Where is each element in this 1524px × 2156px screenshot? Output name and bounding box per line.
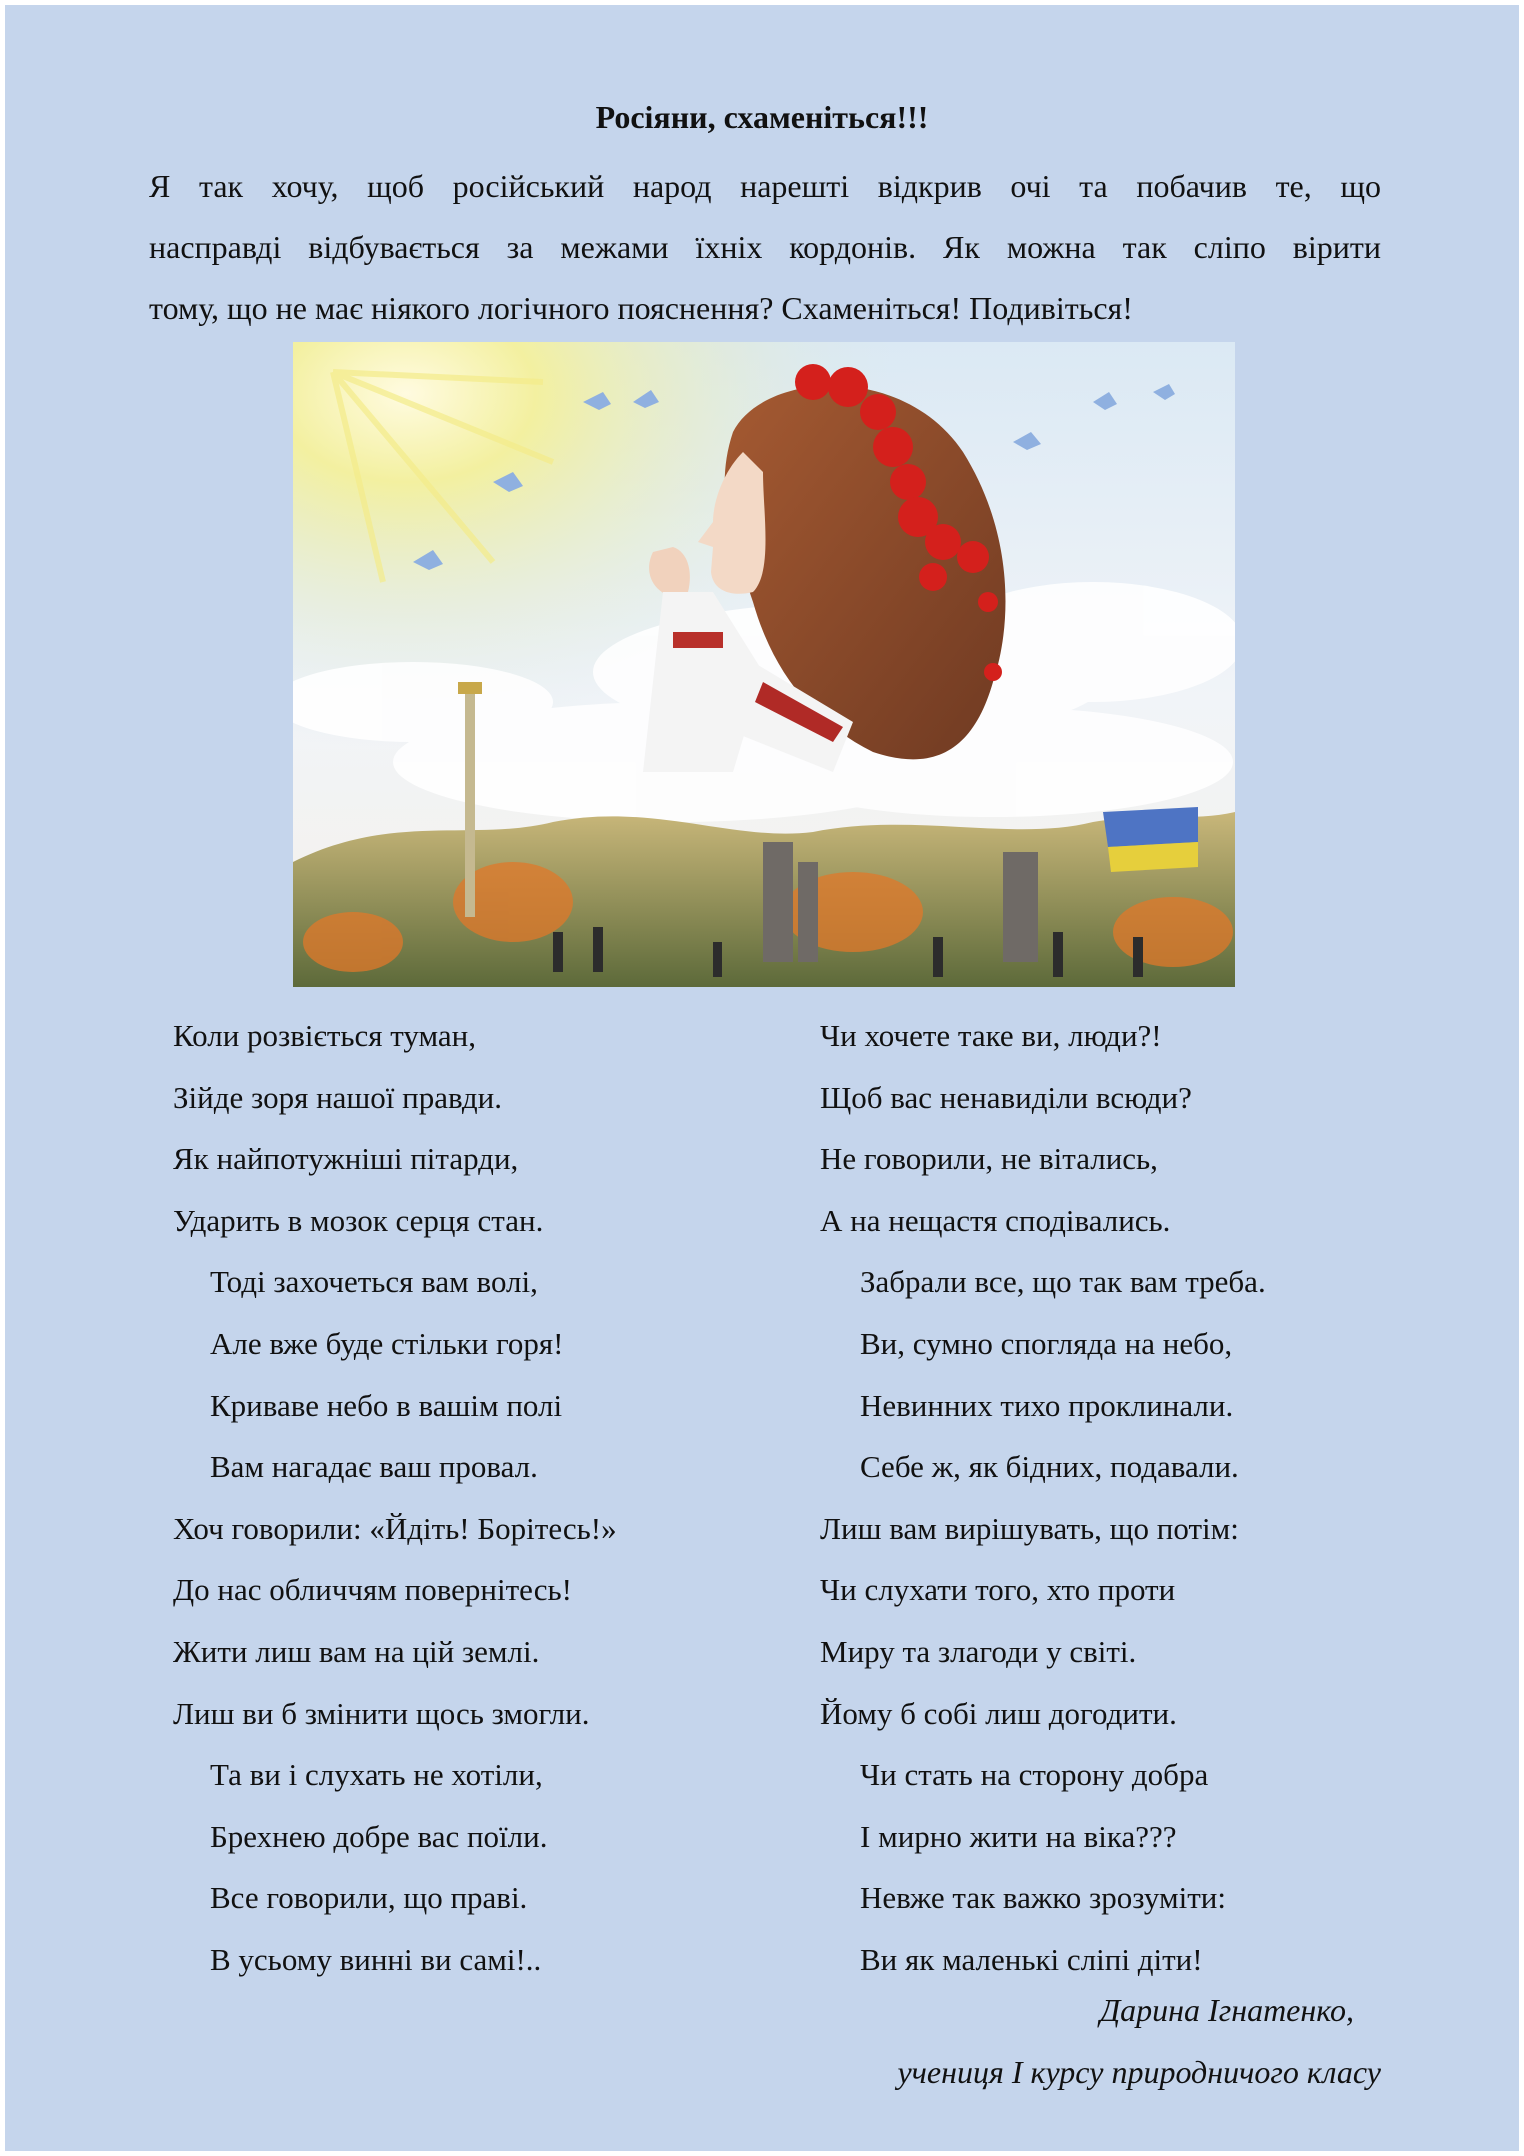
poem-line: В усьому винні ви самі!.. xyxy=(210,1941,542,1977)
poem-line: Миру та злагоди у світі. xyxy=(820,1633,1137,1669)
poem-line: Та ви і слухать не хотіли, xyxy=(210,1757,543,1793)
author-role: учениця І курсу природничого класу xyxy=(897,2054,1381,2090)
poem-line: Забрали все, що так вам треба. xyxy=(860,1264,1266,1300)
poem-line: Невинних тихо проклинали. xyxy=(860,1387,1234,1423)
poem-line: До нас обличчям повернітесь! xyxy=(173,1572,572,1608)
poem-line: Ударить в мозок серця стан. xyxy=(173,1202,544,1238)
illustration-praying-girl xyxy=(293,342,1235,987)
poem-line: Тоді захочеться вам волі, xyxy=(210,1264,538,1300)
poem-line: Вам нагадає ваш провал. xyxy=(210,1449,538,1485)
intro-line: насправді відбувається за межами їхніх кордонів. Як можна так сліпо вірити xyxy=(149,229,1381,265)
poem-line: Все говорили, що праві. xyxy=(210,1880,528,1916)
poem-column-right xyxy=(820,1005,1420,1991)
poem-line: Як найпотужніші пітарди, xyxy=(173,1141,519,1177)
poem-column-left xyxy=(173,1005,773,1991)
poem-line: Себе ж, як бідних, подавали. xyxy=(860,1449,1239,1485)
document-page xyxy=(5,5,1519,2151)
intro-line: тому, що не має ніякого логічного пояснення? Схаменіться! Подивіться! xyxy=(149,290,1133,326)
poem-line: Лиш ви б змінити щось змогли. xyxy=(173,1695,590,1731)
poem-line: Коли розвіється туман, xyxy=(173,1018,477,1053)
poem-line: А на нещастя сподівались. xyxy=(820,1202,1171,1238)
poem-line: Йому б собі лиш догодити. xyxy=(820,1695,1177,1731)
poem-line: Щоб вас ненавиділи всюди? xyxy=(820,1079,1192,1115)
poem-line: Зійде зоря нашої правди. xyxy=(173,1079,502,1115)
intro-line: Я так хочу, щоб російський народ нарешті відкрив очі та побачив те, що xyxy=(149,168,1381,204)
poem-line: Жити лиш вам на цій землі. xyxy=(173,1633,540,1669)
poem-line: Невже так важко зрозуміти: xyxy=(860,1880,1226,1916)
poem-line: Ви, сумно спогляда на небо, xyxy=(860,1325,1233,1361)
poem-line: Не говорили, не вітались, xyxy=(820,1141,1158,1177)
poem-line: Хоч говорили: «Йдіть! Борітесь!» xyxy=(173,1510,617,1546)
poem-line: Ви як маленькі сліпі діти! xyxy=(860,1941,1203,1977)
poem-line: Чи слухати того, хто проти xyxy=(820,1572,1176,1608)
poem-line: Криваве небо в вашім полі xyxy=(210,1387,563,1423)
poem-line: Але вже буде стільки горя! xyxy=(210,1325,564,1361)
poem-line: І мирно жити на віка??? xyxy=(860,1818,1177,1854)
author-name: Дарина Ігнатенко, xyxy=(1099,1992,1354,2028)
intro-paragraph xyxy=(149,156,1381,339)
poem-line: Чи стать на сторону добра xyxy=(860,1757,1209,1793)
poem-line: Брехнею добре вас поїли. xyxy=(210,1818,548,1854)
poem-title: Росіяни, схаменіться!!! xyxy=(595,99,929,135)
poem-line: Чи хочете таке ви, люди?! xyxy=(820,1018,1162,1053)
poem-line: Лиш вам вирішувать, що потім: xyxy=(820,1510,1239,1546)
